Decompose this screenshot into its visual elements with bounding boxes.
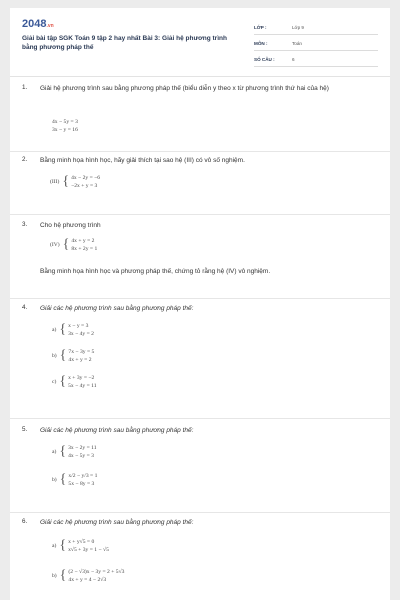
equation-system bbox=[50, 174, 100, 190]
section-divider bbox=[10, 214, 390, 215]
equation-system-a bbox=[52, 444, 97, 460]
meta-key: MÔN : bbox=[254, 41, 268, 46]
logo-text: 2048 bbox=[22, 18, 47, 30]
part-label: a) bbox=[52, 543, 57, 549]
system-lines bbox=[68, 348, 94, 364]
meta-value: Lớp 9 bbox=[292, 25, 304, 30]
part-label: a) bbox=[52, 449, 57, 455]
brace-symbol: { bbox=[62, 237, 70, 252]
equation-line: 3x − y = 16 bbox=[52, 127, 78, 133]
question-number: 1. bbox=[22, 84, 28, 91]
system-lines bbox=[52, 118, 78, 134]
meta-row-count bbox=[254, 54, 378, 67]
system-lines bbox=[68, 472, 97, 488]
meta-row-class bbox=[254, 22, 378, 35]
question-5 bbox=[22, 426, 378, 506]
equation-system-b bbox=[52, 568, 124, 584]
equation-system-b bbox=[52, 348, 94, 364]
brace-symbol: { bbox=[59, 568, 67, 583]
system-lines bbox=[68, 568, 124, 584]
section-divider bbox=[10, 418, 390, 419]
document-page bbox=[10, 8, 390, 600]
part-label: b) bbox=[52, 353, 57, 359]
question-number: 2. bbox=[22, 156, 28, 163]
equation-system bbox=[52, 118, 78, 134]
equation-line: 5x − 4y = 11 bbox=[68, 383, 97, 389]
brace-symbol: { bbox=[59, 538, 67, 553]
part-label: c) bbox=[52, 379, 57, 385]
equation-line: 4x + y = 2 bbox=[68, 357, 92, 363]
equation-line: 8x + 2y = 1 bbox=[71, 246, 98, 252]
equation-line: 3x − 4y = 2 bbox=[68, 331, 94, 337]
equation-line: (2 − √3)x − 3y = 2 + 5√3 bbox=[68, 569, 125, 575]
section-divider bbox=[10, 298, 390, 299]
question-6 bbox=[22, 518, 378, 598]
header bbox=[22, 18, 378, 64]
equation-line: 5x − 8y = 3 bbox=[68, 481, 95, 487]
question-text: Bằng minh họa hình học, hãy giải thích tại sao hệ (III) có vô số nghiệm. bbox=[40, 157, 245, 164]
question-3 bbox=[22, 221, 378, 296]
system-label: (IV) bbox=[50, 242, 60, 248]
system-lines bbox=[71, 174, 100, 190]
question-2 bbox=[22, 156, 378, 206]
part-label: b) bbox=[52, 573, 57, 579]
question-text: Giải các hệ phương trình sau bằng phương pháp thế: bbox=[40, 427, 194, 434]
system-lines bbox=[68, 374, 96, 390]
part-label: a) bbox=[52, 327, 57, 333]
meta-key: SỐ CÂU : bbox=[254, 57, 275, 62]
meta-panel bbox=[254, 22, 378, 70]
brace-symbol: { bbox=[59, 374, 67, 389]
system-lines bbox=[68, 538, 109, 554]
question-number: 6. bbox=[22, 518, 28, 525]
equation-line: 7x − 3y = 5 bbox=[68, 349, 95, 355]
equation-line: 4x + y = 2 bbox=[71, 238, 95, 244]
meta-value: 6 bbox=[292, 57, 295, 62]
header-divider bbox=[10, 76, 390, 77]
equation-line: 4x − 5y = 3 bbox=[52, 119, 78, 125]
equation-system bbox=[50, 237, 97, 253]
equation-system-c bbox=[52, 374, 97, 390]
logo-suffix: .vn bbox=[46, 23, 54, 29]
equation-line: x + y√5 = 0 bbox=[68, 539, 95, 545]
question-number: 3. bbox=[22, 221, 28, 228]
document-title: Giải bài tập SGK Toán 9 tập 2 hay nhất Bài 3: Giải hệ phương trình bằng phương pháp thế bbox=[22, 35, 227, 51]
brace-symbol: { bbox=[59, 444, 67, 459]
question-followup-text: Bằng minh họa hình học và phương pháp thế, chứng tỏ rằng hệ (IV) vô nghiệm. bbox=[40, 268, 271, 275]
equation-line: x − y = 3 bbox=[68, 323, 89, 329]
site-logo[interactable] bbox=[22, 18, 54, 30]
part-label: b) bbox=[52, 477, 57, 483]
brace-symbol: { bbox=[59, 348, 67, 363]
equation-line: x/2 − y/3 = 1 bbox=[68, 473, 98, 479]
section-divider bbox=[10, 151, 390, 152]
system-lines bbox=[68, 444, 96, 460]
equation-line: x + 3y = −2 bbox=[68, 375, 95, 381]
equation-line: x√5 + 3y = 1 − √5 bbox=[68, 547, 109, 553]
system-lines bbox=[71, 237, 97, 253]
equation-line: 4x − 5y = 3 bbox=[68, 453, 94, 459]
meta-value: Toán bbox=[292, 41, 302, 46]
question-number: 4. bbox=[22, 304, 28, 311]
question-text: Giải các hệ phương trình sau bằng phương pháp thế: bbox=[40, 519, 194, 526]
brace-symbol: { bbox=[62, 174, 70, 189]
system-lines bbox=[68, 322, 94, 338]
equation-system-b bbox=[52, 472, 97, 488]
meta-key: LỚP : bbox=[254, 25, 267, 30]
question-text: Giải hệ phương trình sau bằng phương pháp thế (biểu diễn y theo x từ phương trình thứ hai của hệ) bbox=[40, 85, 329, 92]
equation-line: 4x + y = 4 − 2√3 bbox=[68, 577, 107, 583]
question-1 bbox=[22, 84, 378, 144]
question-4 bbox=[22, 304, 378, 414]
system-label: (III) bbox=[50, 179, 60, 185]
question-text: Cho hệ phương trình bbox=[40, 222, 101, 229]
section-divider bbox=[10, 512, 390, 513]
question-text: Giải các hệ phương trình sau bằng phương pháp thế: bbox=[40, 305, 194, 312]
equation-system-a bbox=[52, 322, 94, 338]
equation-line: 3x − 2y = 11 bbox=[68, 445, 97, 451]
equation-line: −2x + y = 3 bbox=[71, 183, 98, 189]
equation-system-a bbox=[52, 538, 109, 554]
question-number: 5. bbox=[22, 426, 28, 433]
meta-row-subject bbox=[254, 38, 378, 51]
brace-symbol: { bbox=[59, 322, 67, 337]
brace-symbol: { bbox=[59, 472, 67, 487]
equation-line: 4x − 2y = −6 bbox=[71, 175, 101, 181]
